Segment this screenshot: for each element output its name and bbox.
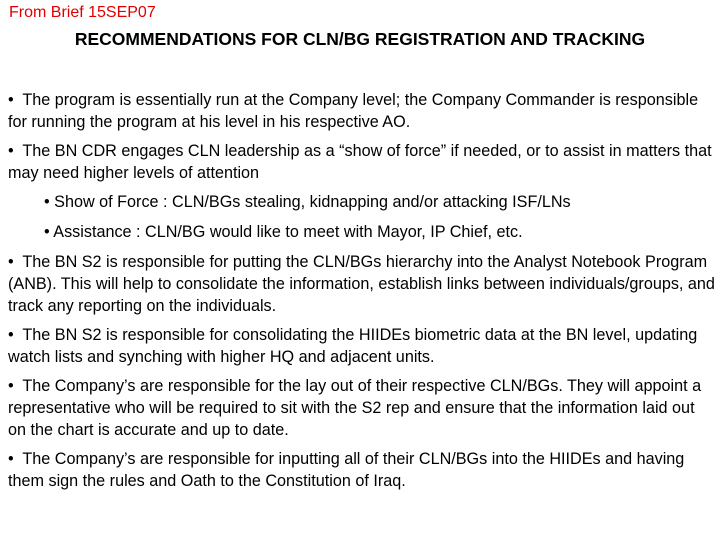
bullet-marker: • [8,142,14,160]
list-item [8,251,716,317]
list-item [8,140,716,184]
list-item-text: The Company’s are responsible for inputting all of their CLN/BGs into the HIIDEs and having them sign the rules and Oath to the Constitution of Iraq. [8,450,685,490]
bullet-marker: • [44,193,50,211]
sub-list-item [8,221,716,243]
list-item-text: The BN S2 is responsible for putting the CLN/BGs hierarchy into the Analyst Notebook Program (ANB). This will help to consolidate the information, establish links between individuals/groups, and track any reporting on the individuals. [8,253,715,315]
bullet-marker: • [8,450,14,468]
source-label: From Brief 15SEP07 [9,4,156,21]
list-item [8,448,716,492]
list-item-text: Assistance : CLN/BG would like to meet with Mayor, IP Chief, etc. [53,223,523,241]
list-item [8,375,716,441]
sub-list-item [8,191,716,213]
list-item-text: The BN CDR engages CLN leadership as a “show of force” if needed, or to assist in matters that may need higher levels of attention [8,142,712,182]
bullet-marker: • [8,253,14,271]
list-item-text: Show of Force : CLN/BGs stealing, kidnapping and/or attacking ISF/LNs [54,193,571,211]
recommendations-list [8,89,716,499]
page-title: RECOMMENDATIONS FOR CLN/BG REGISTRATION AND TRACKING [74,29,646,49]
bullet-marker: • [8,377,14,395]
bullet-marker: • [8,326,14,344]
list-item [8,324,716,368]
bullet-marker: • [8,91,14,109]
list-item [8,89,716,133]
list-item-text: The BN S2 is responsible for consolidating the HIIDEs biometric data at the BN level, updating watch lists and synching with higher HQ and adjacent units. [8,326,698,366]
list-item-text: The Company’s are responsible for the lay out of their respective CLN/BGs. They will appoint a representative who will be required to sit with the S2 rep and ensure that the information laid out on the chart is accurate and up to date. [8,377,702,439]
bullet-marker: • [44,223,50,241]
list-item-text: The program is essentially run at the Company level; the Company Commander is responsible for running the program at his level in his respective AO. [8,91,699,131]
